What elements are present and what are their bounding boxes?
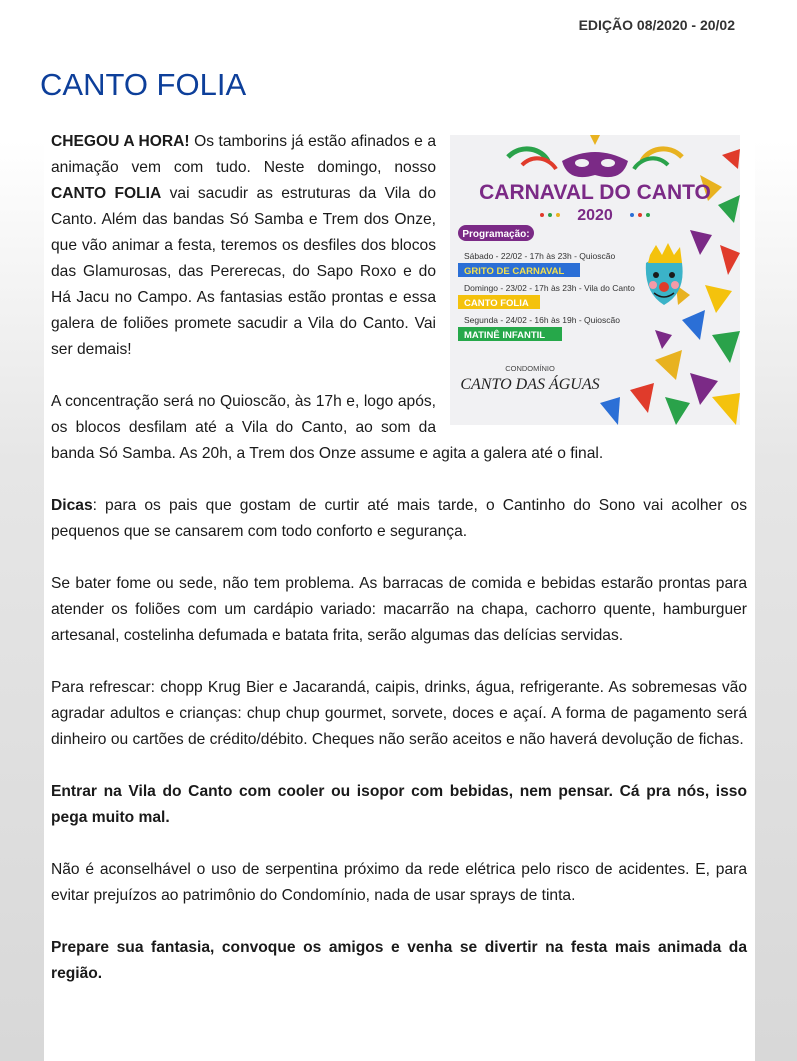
tips-text: : para os pais que gostam de curtir até mais tarde, o Cantinho do Sono vai acolher os pequenos que se cansarem com todo conforto e segurança.: [51, 497, 747, 540]
paragraph-serpentine-warning: Não é aconselhável o uso de serpentina próximo da rede elétrica pelo risco de acidentes. E, para evitar prejuízos ao patrimônio do Condomínio, nada de usar sprays de tinta.: [51, 861, 747, 904]
carnival-poster: [450, 135, 740, 425]
event-2-date: Domingo - 23/02 - 17h às 23h - Vila do Canto: [464, 283, 635, 293]
programacao-label: Programação:: [462, 229, 530, 240]
paragraph-cooler-warning: Entrar na Vila do Canto com cooler ou isopor com bebidas, nem pensar. Cá pra nós, isso pega muito mal.: [51, 783, 747, 826]
intro-highlight: CANTO FOLIA: [51, 185, 162, 202]
article-body: [44, 129, 755, 1061]
poster-brand: CANTO DAS ÁGUAS: [460, 376, 600, 393]
paragraph-tips: [51, 493, 747, 545]
event-1-name: GRITO DE CARNAVAL: [464, 266, 565, 277]
edition-label: EDIÇÃO 08/2020 - 20/02: [578, 17, 735, 33]
paragraph-concentration: A concentração será no Quioscão, às 17h e, logo após, os blocos desfilam até a Vila do Canto, ao som da banda Só Samba. As 20h, a Trem dos Onze assume e agita a galera até o final.: [51, 393, 604, 462]
intro-lead: CHEGOU A HORA!: [51, 133, 190, 150]
poster-title: CARNAVAL DO CANTO: [479, 181, 711, 204]
paragraph-drinks: Para refrescar: chopp Krug Bier e Jacarandá, caipis, drinks, água, refrigerante. As sobremesas vão agradar adultos e crianças: chup chup gourmet, sorvete, doces e açaí. A forma de pagamento será dinheiro ou cartões de crédito/débito. Cheques não serão aceitos e não haverá devolução de fichas.: [51, 679, 747, 748]
paragraph-closing: Prepare sua fantasia, convoque os amigos e venha se divertir na festa mais animada da região.: [51, 939, 747, 982]
event-3-date: Segunda - 24/02 - 16h às 19h - Quioscão: [464, 315, 620, 325]
page-title: CANTO FOLIA: [40, 67, 247, 102]
poster-graphic: [450, 135, 740, 425]
event-2-name: CANTO FOLIA: [464, 298, 529, 309]
intro-text-a: Os tamborins já estão afinados e a animação vem com tudo. Neste domingo, nosso: [51, 133, 436, 176]
event-3-name: MATINÊ INFANTIL: [464, 330, 546, 341]
event-1-date: Sábado - 22/02 - 17h às 23h - Quioscão: [464, 251, 616, 261]
poster-condominio: CONDOMÍNIO: [505, 364, 555, 373]
tips-lead: Dicas: [51, 497, 93, 514]
background-right-gradient: [755, 140, 797, 1061]
paragraph-food: Se bater fome ou sede, não tem problema. As barracas de comida e bebidas estarão prontas para atender os foliões com um cardápio variado: macarrão na chapa, cachorro quente, hamburguer artesanal, costelinha defumada e batata frita, serão algumas das delícias servidas.: [51, 575, 747, 644]
background-left-gradient: [0, 140, 44, 1061]
intro-text-b: vai sacudir as estruturas da Vila do Canto. Além das bandas Só Samba e Trem dos Onze, que vão animar a festa, teremos os desfiles dos blocos das Glamurosas, das Pererecas, do Sapo Roxo e do Há Jacu no Campo. As fantasias estão prontas e essa galera de foliões promete sacudir a Vila do Canto. Vai ser demais!: [51, 185, 436, 358]
poster-year: 2020: [577, 207, 613, 224]
